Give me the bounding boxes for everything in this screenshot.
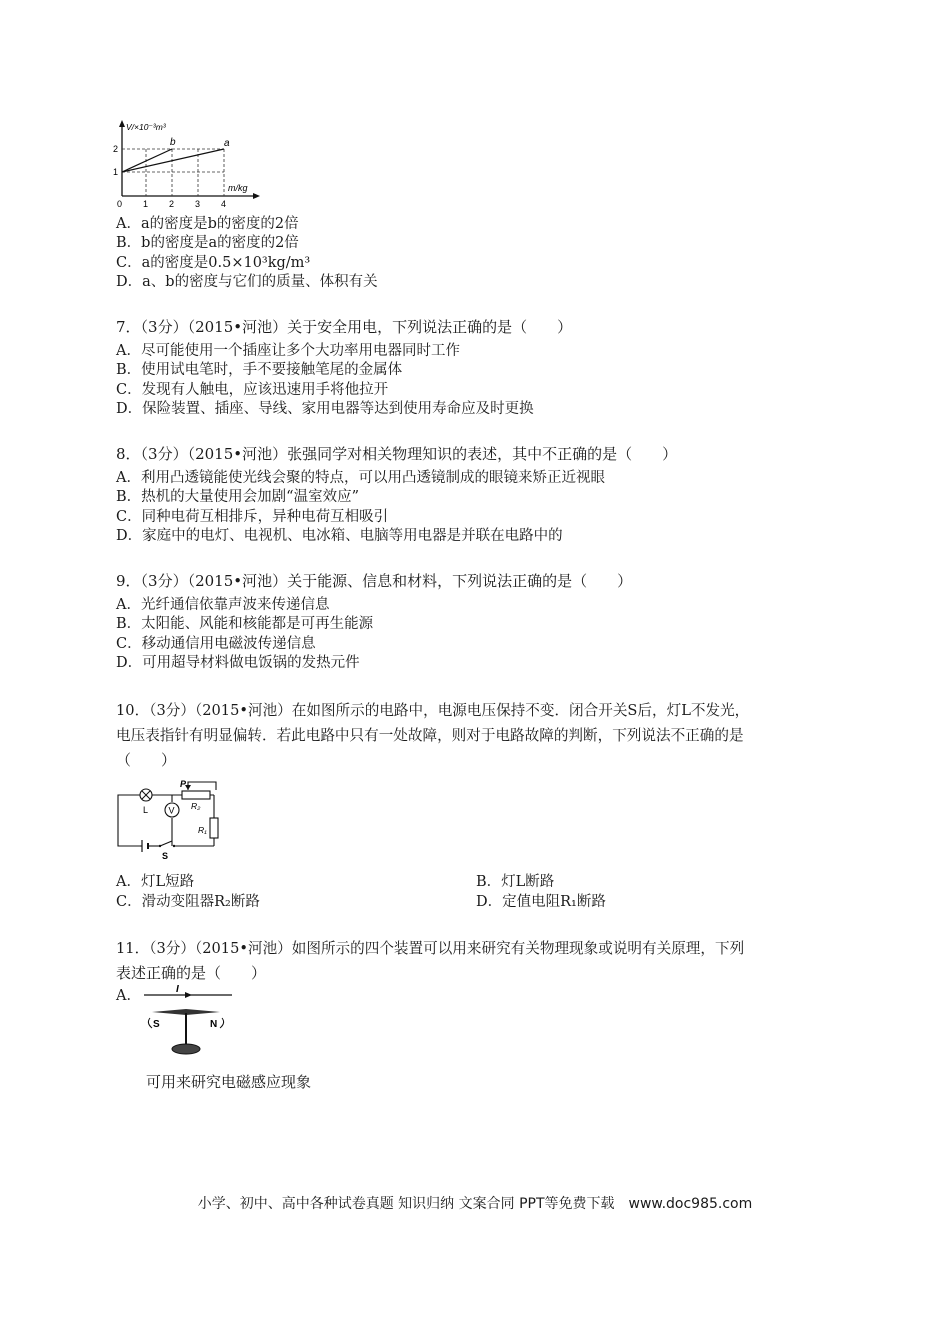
r1-label: R₁ bbox=[198, 825, 207, 835]
tick-x-4: 4 bbox=[221, 199, 227, 209]
x-axis-label: m/kg bbox=[228, 183, 248, 193]
q10-stem-line3: （ ） bbox=[116, 751, 177, 769]
switch-label: S bbox=[162, 851, 169, 860]
q11-option-a-key: A． bbox=[116, 988, 141, 1004]
needle-south-label: S bbox=[153, 1019, 160, 1030]
q8-option-c: C．同种电荷互相排斥，异种电荷互相吸引 bbox=[116, 509, 389, 525]
slider-label: P bbox=[180, 779, 187, 789]
q6-option-c: C．a的密度是0.5×10³kg/m³ bbox=[116, 255, 311, 271]
q8-option-d: D．家庭中的电灯、电视机、电冰箱、电脑等用电器是并联在电路中的 bbox=[116, 528, 563, 544]
q7-option-d: D．保险装置、插座、导线、家用电器等达到使用寿命应及时更换 bbox=[116, 401, 534, 417]
line-a-label: a bbox=[224, 138, 230, 149]
rotation-arrow-right-icon bbox=[220, 1018, 224, 1028]
q9-option-a: A．光纤通信依靠声波来传递信息 bbox=[116, 597, 330, 613]
q6-option-d: D．a、b的密度与它们的质量、体积有关 bbox=[116, 274, 378, 290]
density-graph bbox=[112, 118, 262, 210]
tick-y-1: 1 bbox=[113, 167, 119, 177]
page-footer: 小学、初中、高中各种试卷真题 知识归纳 文案合同 PPT等免费下载 www.doc985.com bbox=[197, 1196, 753, 1212]
q7-stem: 7．（3分）（2015•河池）关于安全用电，下列说法正确的是（ ） bbox=[116, 318, 573, 336]
y-axis-label: V/×10⁻³m³ bbox=[126, 122, 166, 132]
q7-option-b: B．使用试电笔时，手不要接触笔尾的金属体 bbox=[116, 362, 403, 378]
line-b-label: b bbox=[170, 137, 176, 148]
q9-option-b: B．太阳能、风能和核能都是可再生能源 bbox=[116, 616, 374, 632]
q10-stem-line1: 10．（3分）（2015•河池）在如图所示的电路中，电源电压保持不变．闭合开关S后，灯L不发光， bbox=[116, 702, 750, 719]
grid bbox=[122, 149, 224, 196]
q7-option-a: A．尽可能使用一个插座让多个大功率用电器同时工作 bbox=[116, 343, 460, 359]
resistor-r1 bbox=[210, 818, 218, 838]
voltmeter-label: V bbox=[168, 805, 175, 816]
x-axis-arrow bbox=[253, 193, 260, 199]
q9-option-c: C．移动通信用电磁波传递信息 bbox=[116, 636, 316, 652]
y-axis-arrow bbox=[119, 120, 125, 127]
r2-label: R₂ bbox=[191, 801, 201, 811]
q10-stem-line2: 电压表指针有明显偏转．若此电路中只有一处故障，则对于电路故障的判断，下列说法不正确的是 bbox=[116, 727, 744, 744]
tick-y-2: 2 bbox=[113, 144, 119, 154]
tick-x-2: 2 bbox=[169, 199, 175, 209]
wire-left-loop bbox=[118, 795, 140, 846]
switch-icon bbox=[160, 841, 172, 846]
circuit-diagram bbox=[112, 778, 224, 860]
needle-north-label: N bbox=[210, 1019, 218, 1030]
rotation-arrow-left-icon bbox=[148, 1018, 152, 1028]
stand-base bbox=[172, 1044, 200, 1054]
slider-wire bbox=[188, 782, 216, 790]
current-arrow-icon bbox=[185, 992, 192, 998]
q8-option-a: A．利用凸透镜能使光线会聚的特点，可以用凸透镜制成的眼镜来矫正近视眼 bbox=[116, 470, 605, 486]
line-b bbox=[122, 149, 172, 172]
q11-option-a-caption: 可用来研究电磁感应现象 bbox=[146, 1073, 312, 1091]
q10-option-c: C．滑动变阻器R₂断路 bbox=[116, 894, 260, 910]
q8-stem: 8．（3分）（2015•河池）张强同学对相关物理知识的表述，其中不正确的是（ ） bbox=[116, 445, 678, 463]
tick-x-0: 0 bbox=[117, 199, 123, 209]
q9-option-d: D．可用超导材料做电饭锅的发热元件 bbox=[116, 655, 360, 671]
oersted-experiment-figure bbox=[140, 982, 236, 1058]
q10-option-d: D．定值电阻R₁断路 bbox=[476, 894, 606, 910]
tick-x-1: 1 bbox=[143, 199, 149, 209]
rheostat-r2 bbox=[182, 791, 210, 799]
q8-option-b: B．热机的大量使用会加剧“温室效应” bbox=[116, 489, 359, 505]
q10-option-a: A．灯L短路 bbox=[116, 874, 195, 890]
q6-option-b: B．b的密度是a的密度的2倍 bbox=[116, 235, 299, 251]
q10-option-b: B．灯L断路 bbox=[476, 874, 555, 890]
q7-option-c: C．发现有人触电，应该迅速用手将他拉开 bbox=[116, 382, 389, 398]
tick-x-3: 3 bbox=[195, 199, 201, 209]
q11-stem-line1: 11．（3分）（2015•河池）如图所示的四个装置可以用来研究有关物理现象或说明有关原理，下列 bbox=[116, 940, 745, 957]
q9-stem: 9．（3分）（2015•河池）关于能源、信息和材料，下列说法正确的是（ ） bbox=[116, 572, 633, 590]
current-label: I bbox=[176, 984, 179, 995]
line-a bbox=[122, 149, 224, 172]
lamp-label: L bbox=[143, 805, 149, 815]
q6-option-a: A．a的密度是b的密度的2倍 bbox=[116, 216, 299, 232]
q11-stem-line2: 表述正确的是（ ） bbox=[116, 964, 267, 982]
